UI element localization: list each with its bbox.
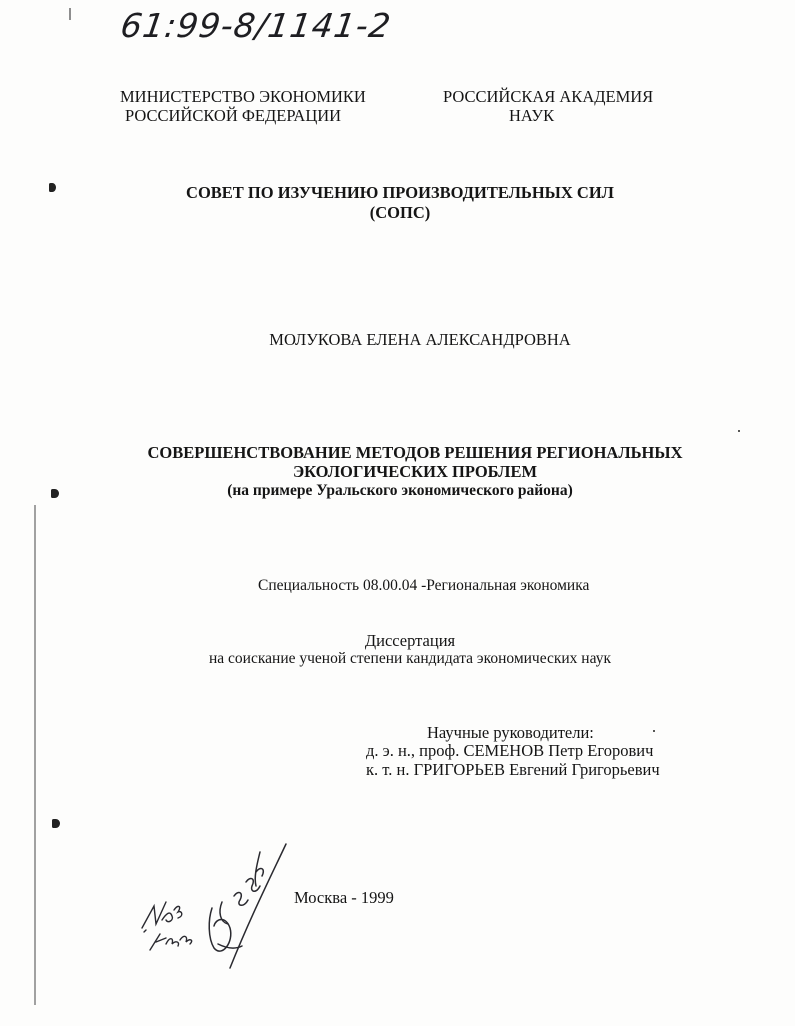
scan-edge-line (34, 505, 36, 1005)
binder-hole-mark (51, 489, 59, 498)
catalog-number: 61:99-8/1141-2 (118, 6, 394, 45)
scan-speck (653, 730, 655, 732)
council-abbr: (СОПС) (369, 203, 431, 222)
dissertation-label: Диссертация (364, 631, 456, 650)
supervisors-heading: Научные руководители: (427, 723, 594, 742)
dissertation-title-line2: ЭКОЛОГИЧЕСКИХ ПРОБЛЕМ (292, 462, 538, 481)
library-handwritten-note (136, 880, 206, 960)
supervisor-first: д. э. н., проф. СЕМЕНОВ Петр Егорович (366, 741, 654, 760)
handwritten-signature (200, 838, 295, 973)
city-year: Москва - 1999 (294, 888, 394, 907)
dissertation-subtitle: (на примере Уральского экономического района) (227, 482, 573, 499)
council-name: СОВЕТ ПО ИЗУЧЕНИЮ ПРОИЗВОДИТЕЛЬНЫХ СИЛ (186, 183, 614, 202)
scan-speck (738, 430, 740, 432)
dissertation-title-line1: СОВЕРШЕНСТВОВАНИЕ МЕТОДОВ РЕШЕНИЯ РЕГИОНАЛЬНЫХ (147, 443, 683, 462)
author-name: МОЛУКОВА ЕЛЕНА АЛЕКСАНДРОВНА (269, 330, 571, 349)
binder-hole-mark (49, 183, 56, 192)
ministry-line2: РОССИЙСКОЙ ФЕДЕРАЦИИ (125, 106, 342, 125)
binder-hole-mark (52, 819, 60, 828)
degree-purpose: на соискание ученой степени кандидата экономических наук (209, 650, 611, 667)
academy-line1: РОССИЙСКАЯ АКАДЕМИЯ (443, 87, 654, 106)
supervisor-second: к. т. н. ГРИГОРЬЕВ Евгений Григорьевич (366, 760, 660, 779)
ministry-line1: МИНИСТЕРСТВО ЭКОНОМИКИ (120, 87, 366, 106)
specialty: Специальность 08.00.04 -Региональная экономика (258, 577, 590, 594)
corner-tick (69, 8, 71, 20)
academy-line2: НАУК (509, 106, 555, 125)
